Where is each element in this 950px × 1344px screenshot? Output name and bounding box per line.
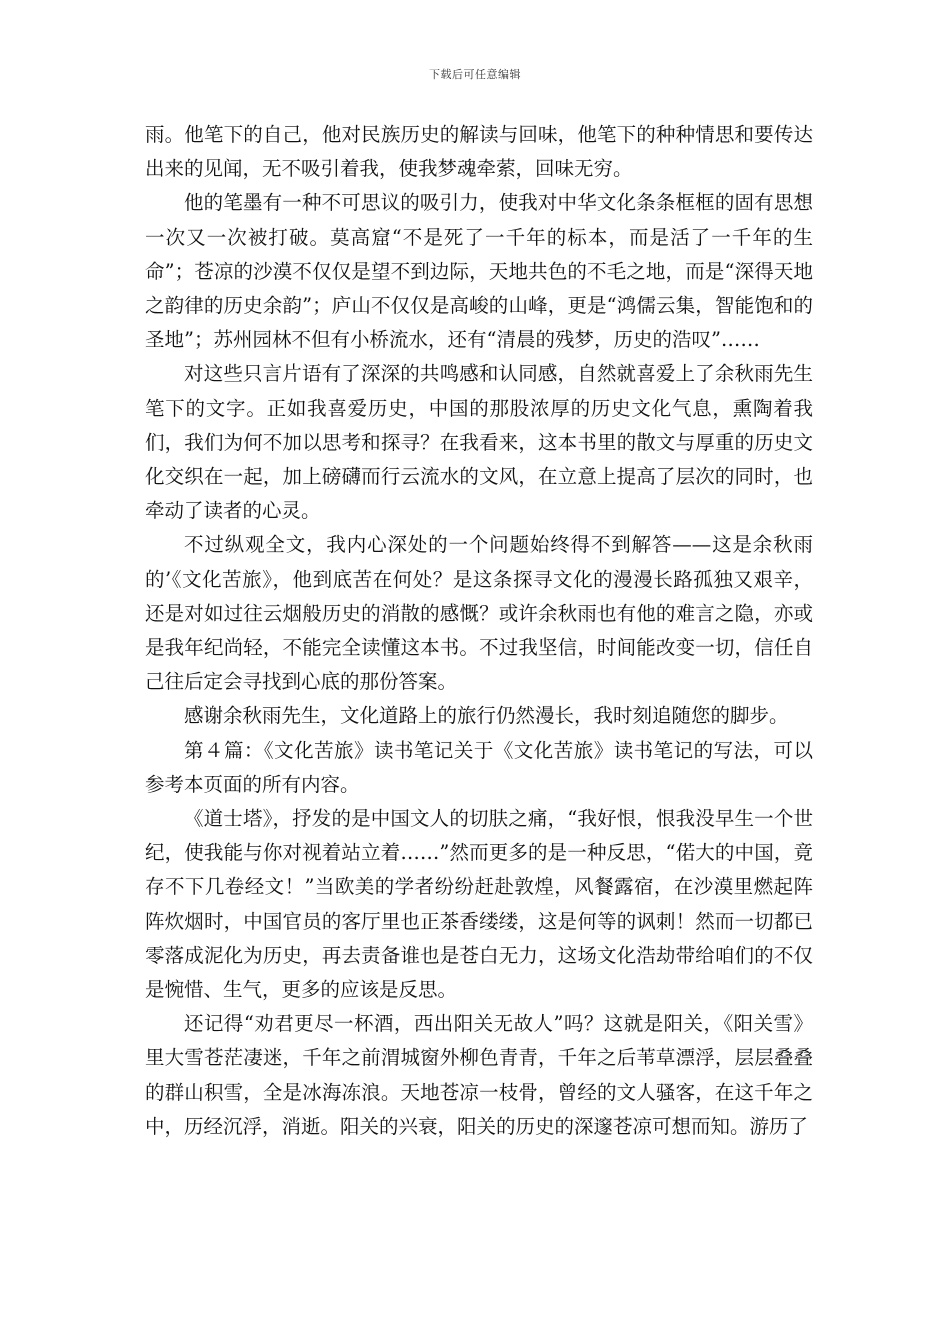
paragraph: 还记得“劝君更尽一杯酒，西出阳关无故人”吗？这就是阳关，《阳关雪》里大雪苍茫凄迷，千年之前渭城窗外柳色青青，千年之后苇草漂浮，层层叠叠的群山积雪，全是冰海冻浪。天地苍凉一枝骨，曾经的文人骚客，在这千年之中，历经沉浮，消逝。阳关的兴衰，阳关的历史的深邃苍凉可想而知。游历了	[145, 1012, 813, 1138]
paragraph: 不过纵观全文，我内心深处的一个问题始终得不到解答——这是余秋雨的’《文化苦旅》，他到底苦在何处？是这条探寻文化的漫漫长路孤独又艰辛，还是对如过往云烟般历史的消散的感慨？或许余秋雨也有他的难言之隐，亦或是我年纪尚轻，不能完全读懂这本书。不过我坚信，时间能改变一切，信任自己往后定会寻找到心底的那份答案。	[145, 533, 813, 694]
page-header: 下载后可任意编辑	[429, 68, 521, 81]
body-text	[145, 118, 813, 1144]
paragraph: 感谢余秋雨先生，文化道路上的旅行仍然漫长，我时刻追随您的脚步。	[184, 704, 789, 728]
paragraph: 第４篇：《文化苦旅》读书笔记关于《文化苦旅》读书笔记的写法，可以参考本页面的所有内容。	[145, 738, 813, 796]
paragraph: 《道士塔》，抒发的是中国文人的切肤之痛，“我好恨，恨我没早生一个世纪，使我能与你对视着站立着……”然而更多的是一种反思，“偌大的中国，竟存不下几卷经文！”当欧美的学者纷纷赶赴敦煌，风餐露宿，在沙漠里燃起阵阵炊烟时，中国官员的客厅里也正茶香缕缕，这是何等的讽刺！然而一切都已零落成泥化为历史，再去责备谁也是苍白无力，这场文化浩劫带给咱们的不仅是惋惜、生气，更多的应该是反思。	[145, 807, 813, 1002]
paragraph: 他的笔墨有一种不可思议的吸引力，使我对中华文化条条框框的固有思想一次又一次被打破。莫高窟“不是死了一千年的标本，而是活了一千年的生命”；苍凉的沙漠不仅仅是望不到边际，天地共色的不毛之地，而是“深得天地之韵律的历史余韵”；庐山不仅仅是高峻的山峰，更是“鸿儒云集，智能饱和的圣地”；苏州园林不但有小桥流水，还有“清晨的残梦，历史的浩叹”……	[145, 191, 813, 352]
paragraph: 对这些只言片语有了深深的共鸣感和认同感，自然就喜爱上了余秋雨先生笔下的文字。正如我喜爱历史，中国的那股浓厚的历史文化气息，熏陶着我们，我们为何不加以思考和探寻？在我看来，这本书里的散文与厚重的历史文化交织在一起，加上磅礴而行云流水的文风，在立意上提高了层次的同时，也牵动了读者的心灵。	[145, 362, 813, 523]
paragraph: 雨。他笔下的自己，他对民族历史的解读与回味，他笔下的种种情思和要传达出来的见闻，无不吸引着我，使我梦魂牵萦，回味无穷。	[145, 123, 813, 181]
